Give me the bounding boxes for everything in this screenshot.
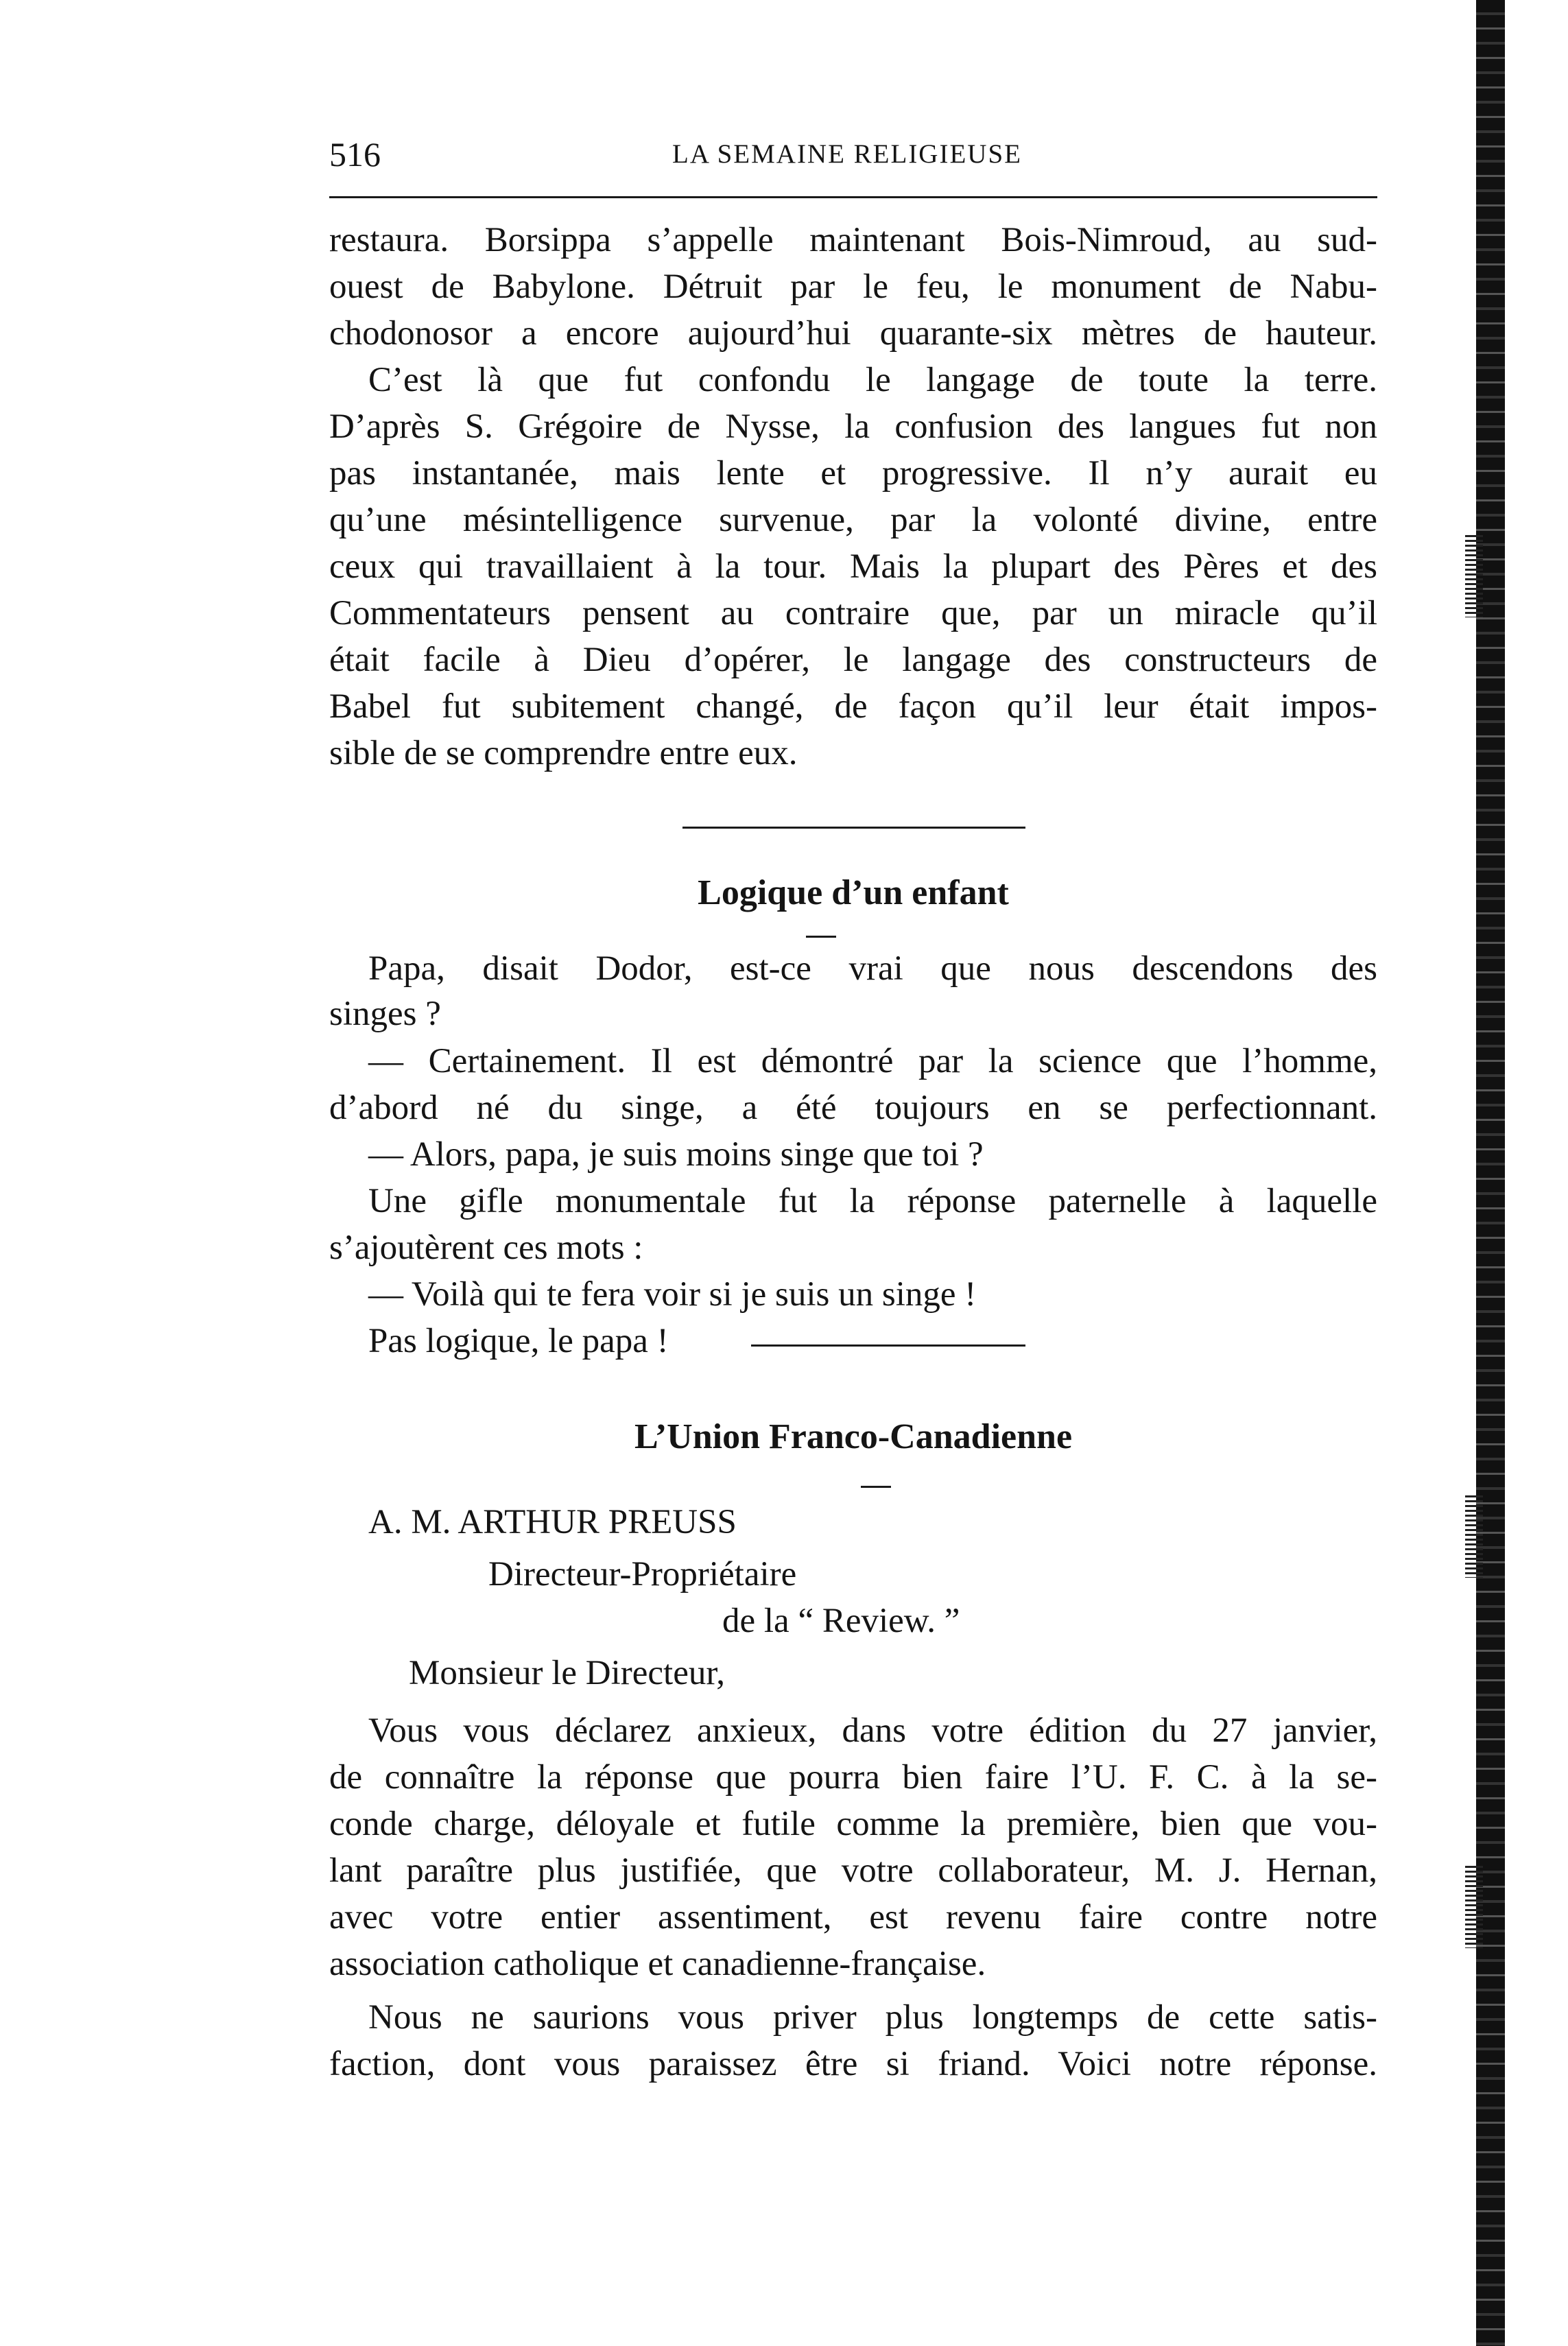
- text-line: Commentateurs pensent au contraire que, par un miracle qu’il: [329, 594, 1377, 632]
- text-line: — Voilà qui te fera voir si je suis un singe !: [368, 1275, 977, 1314]
- text-line: Babel fut subitement changé, de façon qu’il leur était impos-: [329, 687, 1377, 726]
- text-line: chodonosor a encore aujourd’hui quarante-six mètres de hauteur.: [329, 314, 1377, 353]
- text-line: C’est là que fut confondu le langage de toute la terre.: [368, 361, 1377, 399]
- text-line: — Alors, papa, je suis moins singe que toi ?: [368, 1135, 984, 1174]
- scan-binding-edge: [1476, 0, 1505, 2346]
- addressee-role: Directeur-Propriétaire: [488, 1555, 797, 1593]
- page-number: 516: [329, 135, 381, 174]
- section-divider: [751, 1344, 1025, 1347]
- text-line: Une gifle monumentale fut la réponse paternelle à laquelle: [368, 1182, 1377, 1220]
- text-line: — Certainement. Il est démontré par la science que l’homme,: [368, 1042, 1377, 1080]
- text-line: de connaître la réponse que pourra bien faire l’U. F. C. à la se-: [329, 1758, 1377, 1797]
- text-line: Papa, disait Dodor, est-ce vrai que nous descendons des: [368, 949, 1377, 988]
- text-line: sible de se comprendre entre eux.: [329, 734, 798, 772]
- text-line: avec votre entier assentiment, est revenu faire contre notre: [329, 1898, 1377, 1936]
- text-line: ouest de Babylone. Détruit par le feu, le monument de Nabu-: [329, 268, 1377, 306]
- text-line: restaura. Borsippa s’appelle maintenant Bois-Nimroud, au sud-: [329, 221, 1377, 259]
- addressee: A. M. ARTHUR PREUSS: [368, 1503, 737, 1541]
- running-title: LA SEMAINE RELIGIEUSE: [672, 139, 1022, 169]
- text-line: d’abord né du singe, a été toujours en se perfectionnant.: [329, 1089, 1377, 1127]
- header-rule: [329, 196, 1377, 198]
- text-line: singes ?: [329, 995, 441, 1033]
- article-title: Logique d’un enfant: [698, 873, 1009, 912]
- text-line: faction, dont vous paraissez être si friand. Voici notre réponse.: [329, 2045, 1377, 2083]
- scan-edge-notch: [1465, 1495, 1483, 1578]
- text-line: s’ajoutèrent ces mots :: [329, 1229, 643, 1267]
- title-dash: [861, 1486, 891, 1488]
- text-line: conde charge, déloyale et futile comme la première, bien que vou-: [329, 1805, 1377, 1843]
- publication-name: de la “ Review. ”: [722, 1602, 960, 1640]
- section-divider: [682, 827, 1025, 829]
- salutation: Monsieur le Directeur,: [409, 1654, 726, 1692]
- text-line: pas instantanée, mais lente et progressive. Il n’y aurait eu: [329, 454, 1377, 493]
- text-line: association catholique et canadienne-française.: [329, 1945, 986, 1983]
- text-line: était facile à Dieu d’opérer, le langage des constructeurs de: [329, 641, 1377, 679]
- text-line: D’après S. Grégoire de Nysse, la confusion des langues fut non: [329, 407, 1377, 446]
- text-line: Vous vous déclarez anxieux, dans votre édition du 27 janvier,: [368, 1711, 1377, 1750]
- text-line: qu’une mésintelligence survenue, par la volonté divine, entre: [329, 501, 1377, 539]
- text-line: lant paraître plus justifiée, que votre collaborateur, M. J. Hernan,: [329, 1851, 1377, 1890]
- text-line: Pas logique, le papa !: [368, 1322, 669, 1360]
- scan-edge-notch: [1465, 1866, 1483, 1948]
- text-line: Nous ne saurions vous priver plus longtemps de cette satis-: [368, 1998, 1377, 2037]
- text-line: ceux qui travaillaient à la tour. Mais la plupart des Pères et des: [329, 547, 1377, 586]
- scan-edge-notch: [1465, 535, 1483, 617]
- page-header: [329, 134, 1377, 176]
- article-title: L’Union Franco-Canadienne: [634, 1417, 1073, 1456]
- title-dash: [806, 936, 836, 938]
